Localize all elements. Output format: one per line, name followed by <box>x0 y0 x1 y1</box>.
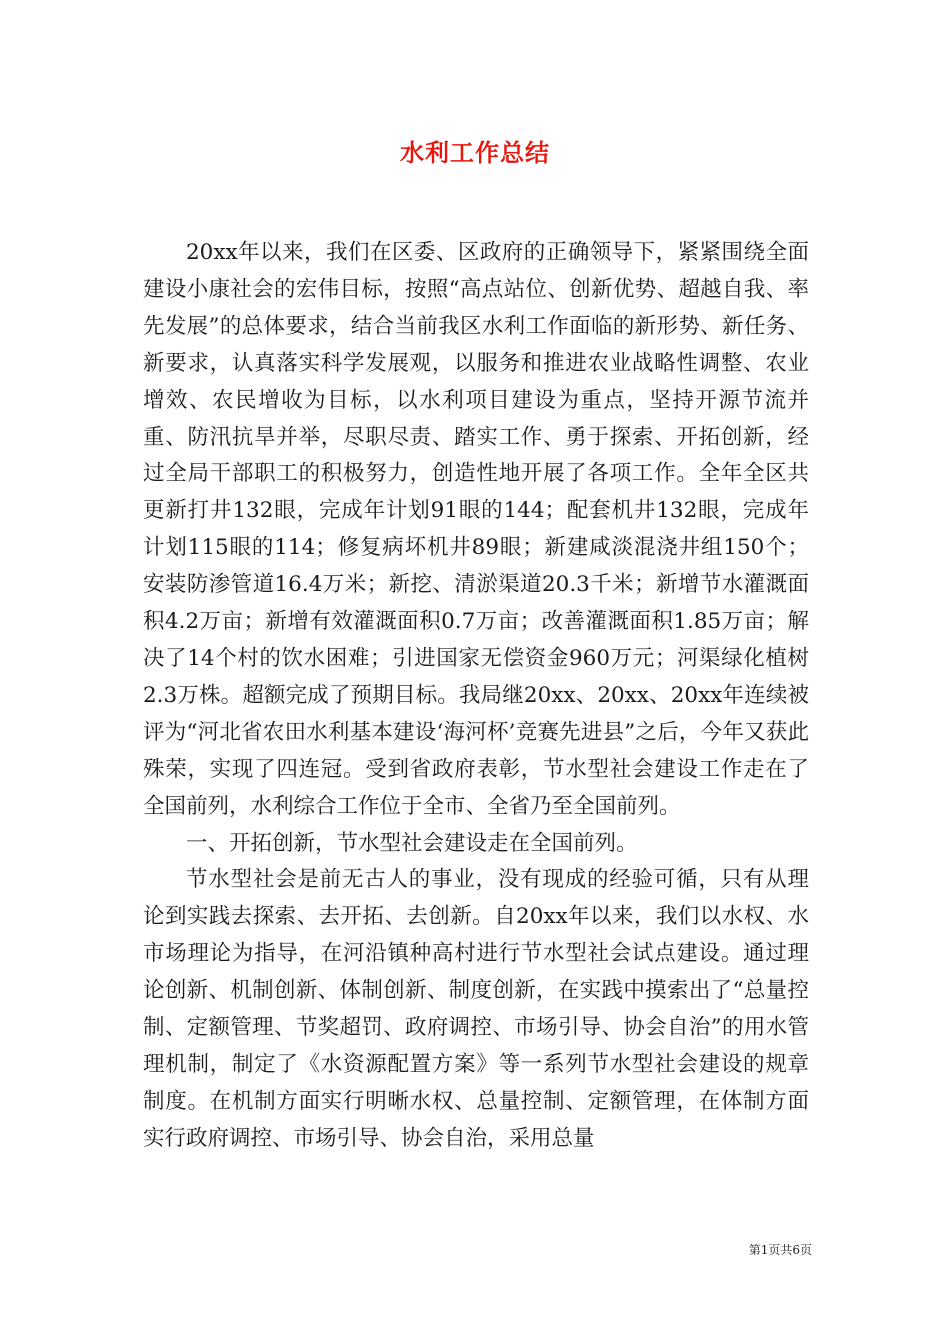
document-title: 水利工作总结 <box>400 138 550 167</box>
paragraph-section-1: 节水型社会是前无古人的事业，没有现成的经验可循，只有从理论到实践去探索、去开拓、去创新。自20xx年以来，我们以水权、水市场理论为指导，在河沿镇种高村进行节水型社会试点建设。通过理论创新、机制创新、体制创新、制度创新，在实践中摸索出了“总量控制、定额管理、节奖超罚、政府调控、市场引导、协会自治”的用水管理机制，制定了《水资源配置方案》等一系列节水型社会建设的规章制度。在机制方面实行明晰水权、总量控制、定额管理，在体制方面实行政府调控、市场引导、协会自治，采用总量 <box>143 867 809 1151</box>
document-body <box>143 235 809 1158</box>
page-number: 第1页共6页 <box>748 1243 812 1257</box>
paragraph-intro: 20xx年以来，我们在区委、区政府的正确领导下，紧紧围绕全面建设小康社会的宏伟目标，按照“高点站位、创新优势、超越自我、率先发展”的总体要求，结合当前我区水利工作面临的新形势、新任务、新要求，认真落实科学发展观，以服务和推进农业战略性调整、农业增效、农民增收为目标，以水利项目建设为重点，坚持开源节流并重、防汛抗旱并举，尽职尽责、踏实工作、勇于探索、开拓创新，经过全局干部职工的积极努力，创造性地开展了各项工作。全年全区共更新打井132眼，完成年计划91眼的144；配套机井132眼，完成年计划115眼的114；修复病坏机井89眼；新建咸淡混浇井组150个；安装防渗管道16.4万米；新挖、清淤渠道20.3千米；新增节水灌溉面积4.2万亩；新增有效灌溉面积0.7万亩；改善灌溉面积1.85万亩；解决了14个村的饮水困难；引进国家无偿资金960万元；河渠绿化植树2.3万株。超额完成了预期目标。我局继20xx、20xx、20xx年连续被评为“河北省农田水利基本建设‘海河杯’竞赛先进县”之后，今年又获此殊荣，实现了四连冠。受到省政府表彰，节水型社会建设工作走在了全国前列，水利综合工作位于全市、全省乃至全国前列。 <box>143 240 809 819</box>
section-heading-1: 一、开拓创新，节水型社会建设走在全国前列。 <box>186 830 638 856</box>
